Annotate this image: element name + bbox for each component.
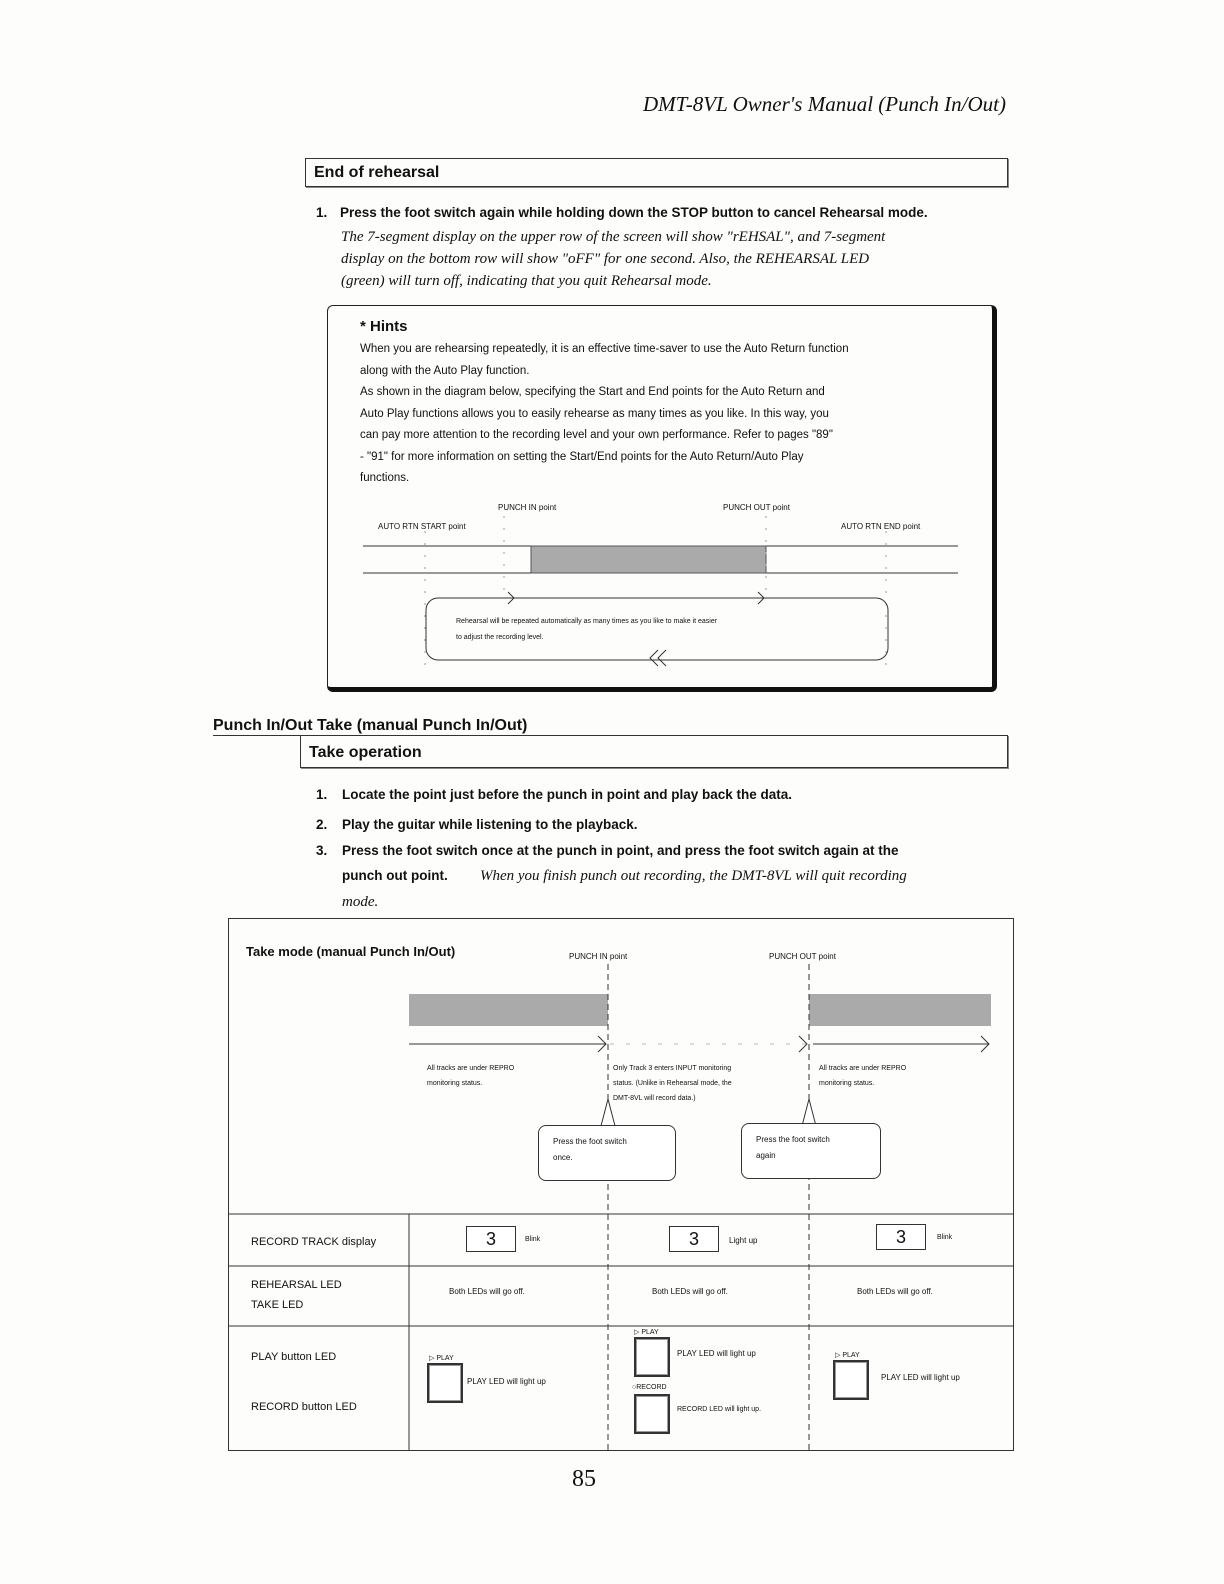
loop-text xyxy=(456,614,717,646)
punch-out-label: PUNCH OUT point xyxy=(769,952,836,961)
callout-punch-out xyxy=(741,1123,881,1179)
callout-line: Press the foot switch xyxy=(756,1135,830,1144)
step-description: When you finish punch out recording, the DMT-8VL will quit recording xyxy=(480,868,907,884)
section-box-take-operation xyxy=(300,735,1008,768)
start-label: AUTO RTN START point xyxy=(378,522,466,531)
callout-line: Press the foot switch xyxy=(553,1137,627,1146)
status-line: monitoring status. xyxy=(427,1080,483,1087)
desc-line: The 7-segment display on the upper row of the screen will show "rEHSAL", and 7-segment xyxy=(341,229,886,245)
callout-line: again xyxy=(756,1151,776,1160)
step-description: mode. xyxy=(342,894,379,910)
step-number: 2. xyxy=(316,817,328,832)
status-line: All tracks are under REPRO xyxy=(819,1065,907,1072)
row-label-record-track: RECORD TRACK display xyxy=(251,1236,377,1248)
status-left xyxy=(427,1061,514,1091)
step-number: 3. xyxy=(316,843,328,858)
row-label-take-led: TAKE LED xyxy=(251,1299,304,1311)
hint-line: along with the Auto Play function. xyxy=(360,364,530,377)
callout-line: once. xyxy=(553,1153,573,1162)
punch-out-label: PUNCH OUT point xyxy=(723,503,790,512)
play-button-icon xyxy=(833,1360,869,1400)
status-line: All tracks are under REPRO xyxy=(427,1065,515,1072)
led-state: PLAY LED will light up xyxy=(677,1349,756,1358)
loop-line: Rehearsal will be repeated automatically as many times as you like to make it easier xyxy=(456,618,718,625)
track-display: 3 xyxy=(876,1224,926,1250)
step-number: 1. xyxy=(316,205,328,220)
status-right xyxy=(819,1061,906,1091)
step-text: Press the foot switch again while holding down the STOP button to cancel Rehearsal mode. xyxy=(340,205,928,220)
row-label-rehearsal-led: REHEARSAL LED xyxy=(251,1279,342,1291)
status-line: DMT-8VL will record data.) xyxy=(613,1095,696,1102)
section-box-end-of-rehearsal xyxy=(305,158,1008,187)
track-state: Blink xyxy=(937,1234,953,1241)
track-state: Blink xyxy=(525,1236,541,1243)
play-button-icon xyxy=(427,1363,463,1403)
hint-line: When you are rehearsing repeatedly, it is an effective time-saver to use the Auto Return function xyxy=(360,343,849,355)
hint-line: As shown in the diagram below, specifying the Start and End points for the Auto Return and xyxy=(360,386,825,398)
take-mode-figure xyxy=(228,918,1014,1451)
punch-in-label: PUNCH IN point xyxy=(569,952,628,961)
step-number: 1. xyxy=(316,787,328,802)
record-button-icon xyxy=(634,1394,670,1434)
row-label-play-led: PLAY button LED xyxy=(251,1351,337,1363)
status-line: Only Track 3 enters INPUT monitoring xyxy=(613,1065,732,1072)
led-state: Both LEDs will go off. xyxy=(857,1287,933,1296)
section-title: Take operation xyxy=(309,744,422,761)
led-state: Both LEDs will go off. xyxy=(449,1287,525,1296)
led-state: PLAY LED will light up xyxy=(467,1377,546,1386)
row-label-record-led: RECORD button LED xyxy=(251,1401,357,1413)
play-button-icon xyxy=(634,1337,670,1377)
track-display: 3 xyxy=(669,1226,719,1252)
status-middle xyxy=(613,1061,732,1106)
hints-box xyxy=(327,305,997,692)
step-text: Play the guitar while listening to the playback. xyxy=(342,817,638,832)
loop-line: to adjust the recording level. xyxy=(456,634,544,641)
take-mode-diagram xyxy=(229,919,1013,1450)
step-text: Locate the point just before the punch in point and play back the data. xyxy=(342,787,793,802)
status-line: status. (Unlike in Rehearsal mode, the xyxy=(613,1080,732,1087)
track-display: 3 xyxy=(466,1226,516,1252)
led-state: PLAY LED will light up xyxy=(881,1373,960,1382)
hint-line: - "91" for more information on setting the Start/End points for the Auto Return/Auto Play xyxy=(360,450,804,463)
status-line: monitoring status. xyxy=(819,1080,875,1087)
repro-region-left xyxy=(409,994,608,1026)
punch-in-label: PUNCH IN point xyxy=(498,503,557,512)
step-description xyxy=(341,226,1021,292)
section-heading: Punch In/Out Take (manual Punch In/Out) xyxy=(213,717,528,734)
page-number: 85 xyxy=(572,1466,596,1492)
led-state: Both LEDs will go off. xyxy=(652,1287,728,1296)
callout-punch-in xyxy=(538,1125,676,1181)
play-button-label: ▷ PLAY xyxy=(634,1329,659,1336)
desc-line: display on the bottom row will show "oFF" for one second. Also, the REHEARSAL LED xyxy=(341,251,870,267)
play-button-label: ▷ PLAY xyxy=(835,1352,860,1359)
led-state: RECORD LED will light up. xyxy=(677,1406,762,1413)
hint-line: can pay more attention to the recording level and your own performance. Refer to pages "89" xyxy=(360,429,833,441)
punch-region xyxy=(531,546,766,573)
section-title: End of rehearsal xyxy=(314,164,440,181)
repro-region-right xyxy=(809,994,991,1026)
record-button-label: ○RECORD xyxy=(632,1384,667,1391)
track-state: Light up xyxy=(729,1236,758,1245)
play-button-label: ▷ PLAY xyxy=(429,1355,454,1362)
end-label: AUTO RTN END point xyxy=(841,522,921,531)
hint-line: Auto Play functions allows you to easily rehearse as many times as you like. In this way, you xyxy=(360,407,829,420)
figure-title: Take mode (manual Punch In/Out) xyxy=(246,944,456,959)
running-header: DMT-8VL Owner's Manual (Punch In/Out) xyxy=(642,92,1006,116)
hints-title: * Hints xyxy=(360,318,408,335)
step-text: Press the foot switch once at the punch in point, and press the foot switch again at the xyxy=(342,843,899,858)
hint-line: functions. xyxy=(360,472,410,484)
desc-line: (green) will turn off, indicating that you quit Rehearsal mode. xyxy=(341,273,712,289)
step-text: punch out point. xyxy=(342,868,448,883)
